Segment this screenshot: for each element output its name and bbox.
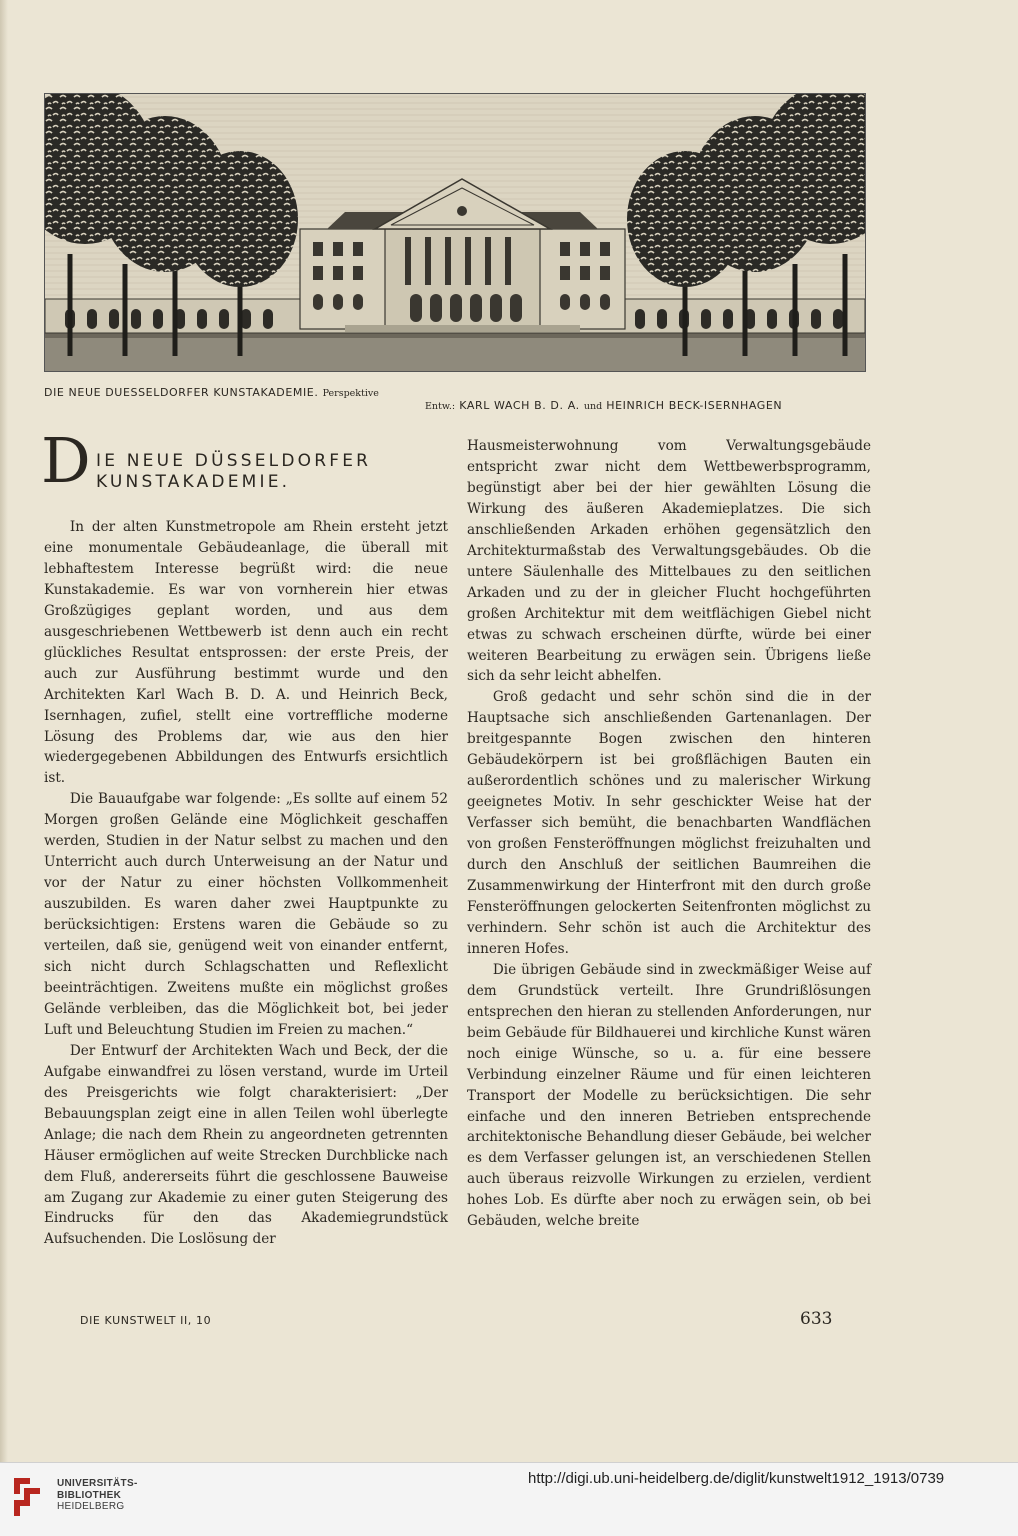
- scan-edge: [0, 0, 8, 1462]
- source-url-link[interactable]: http://digi.ub.uni-heidelberg.de/diglit/kunstwelt1912_1913/0739: [528, 1470, 945, 1487]
- paragraph: Hausmeisterwohnung vom Verwaltungsgebäude entspricht zwar nicht dem Wettbewerbsprogramm, begünstigt aber bei der hier gewählten Lösung die Wirkung des äußeren Akademieplatzes. Die sich anschließenden Arkaden erhöhen gegensätzlich den Architekturmaßstab des Verwaltungsgebäudes. Ob die untere Säulenhalle des Mittelbaues zu den seitlichen Arkaden und zu der in gleicher Flucht hochgeführten großen Architektur mit dem weitflächigen Giebel nicht etwas zu schwach erscheinen dürfte, würde bei einer weiteren Bearbeitung zu erwägen sein. Übrigens ließe sich da sehr leicht abhelfen.: [467, 438, 871, 685]
- building-illustration: [44, 93, 866, 372]
- article-column-right: [467, 436, 871, 1232]
- article-column-left: [41, 424, 448, 1250]
- library-logo-icon[interactable]: [10, 1474, 46, 1520]
- credit-und: und: [583, 401, 603, 412]
- credit-label: Entw.:: [425, 401, 456, 412]
- figure-credit: [425, 399, 782, 412]
- credit-architect-a: KARL WACH B. D. A.: [459, 399, 580, 412]
- heading-line-2: KUNSTAKADEMIE.: [96, 472, 291, 492]
- paragraph: Groß gedacht und sehr schön sind die in der Hauptsache sich anschließenden Gartenanlagen. Der breitgespannte Bogen zwischen den hinteren Gebäudekörpern ist bei großflächigen Bauten ein außerordentlich schönes und zu malerischer Wirkung geeignetes Motiv. In sehr geschickter Weise hat der Verfasser sich bemüht, die benachbarten Wandflächen von großen Fensteröffnungen möglichst freizuhalten und durch den Anschluß der seitlichen Baumreihen die Zusammenwirkung der Hinterfront mit den durch große Fensteröffnungen gelockerten Seitenfronten möglichst zu verhindern. Sehr schön ist auch die Architektur des inneren Hofes.: [467, 689, 871, 957]
- building-illustration-svg: [45, 94, 865, 371]
- article-heading: [41, 424, 448, 517]
- paragraph: Die übrigen Gebäude sind in zweckmäßiger Weise auf dem Grundstück verteilt. Ihre Grundrißlösungen entsprechen den hieran zu stellenden Anforderungen, nur beim Gebäude für Bildhauerei und kirchliche Kunst wären noch einige Wünsche, so u. a. für eine bessere Verbindung einzelner Räume und für einen leichteren Transport der Modelle zu berücksichtigen. Die sehr einfache und den inneren Betrieben entsprechende architektonische Behandlung dieser Gebäude, bei welcher es dem Verfasser gelungen ist, an verschiedenen Stellen auch überaus reizvolle Wirkungen zu erzielen, verdient hohes Lob. Es dürfte aber noch zu erwägen sein, ob bei Gebäuden, welche breite: [467, 961, 871, 1230]
- library-name-line-3: HEIDELBERG: [57, 1501, 125, 1512]
- library-name-line-2: BIBLIOTHEK: [57, 1489, 122, 1501]
- credit-architect-b: HEINRICH BECK-ISERNHAGEN: [606, 399, 783, 412]
- paragraph: Die Bauaufgabe war folgende: „Es sollte auf einem 52 Morgen großen Gelände eine Möglichkeit geschaffen werden, Studien in der Natur selbst zu machen und den Unterricht auch durch Unterweisung an der Natur und vor der Natur zu einer höchsten Vollkommenheit auszubilden. Es waren daher zwei Hauptpunkte zu berücksichtigen: Erstens waren die Gebäude so zu verteilen, daß sie, genügend weit von einander entfernt, sich nicht durch Schlagschatten und Reflexlicht beeinträchtigen. Zweitens mußte ein möglichst großes Gelände verbleiben, das die Möglichkeit bot, bei jeder Luft und Beleuchtung Studien im Freien zu machen.“: [44, 791, 448, 1038]
- dropcap: D: [41, 424, 91, 497]
- caption-subtitle: Perspektive: [322, 388, 379, 399]
- page-number: 633: [800, 1309, 833, 1329]
- figure-caption: [44, 386, 379, 399]
- caption-title: DIE NEUE DUESSELDORFER KUNSTAKADEMIE.: [44, 386, 319, 399]
- paragraph: In der alten Kunstmetropole am Rhein ersteht jetzt eine monumentale Gebäudeanlage, die überall mit lebhaftestem Interesse begrüßt wird: die neue Kunstakademie. Es war von vornherein hier etwas Großzügiges geplant worden, und aus dem ausgeschriebenen Wettbewerb ist denn auch ein recht glückliches Resultat entsprossen: der erste Preis, der auch zur Ausführung bestimmt wurde und den Architekten Karl Wach B. D. A. und Heinrich Beck, Isernhagen, zufiel, stellt eine vortreffliche moderne Lösung des Problems dar, wie aus den hier wiedergegebenen Abbildungen des Entwurfs ersichtlich ist.: [44, 519, 448, 787]
- library-name[interactable]: [57, 1478, 138, 1513]
- heading-line-1: IE NEUE DÜSSELDORFER: [96, 451, 372, 471]
- journal-footer: DIE KUNSTWELT II, 10: [80, 1314, 212, 1327]
- paragraph: Der Entwurf der Architekten Wach und Beck, der die Aufgabe einwandfrei zu lösen verstand, wurde im Urteil des Preisgerichts wie folgt charakterisiert: „Der Bebauungsplan zeigt eine in allen Teilen wohl überlegte Anlage; die nach dem Rhein zu angeordneten getrennten Häuser ermöglichen auf weite Strecken Durchblicke nach dem Fluß, andererseits führt die geschlossene Bauweise am Zugang zur Akademie zu einer guten Steigerung des Eindrucks für den das Akademiegrundstück Aufsuchenden. Die Loslösung der: [44, 1042, 448, 1248]
- library-name-line-1: UNIVERSITÄTS-: [57, 1478, 138, 1489]
